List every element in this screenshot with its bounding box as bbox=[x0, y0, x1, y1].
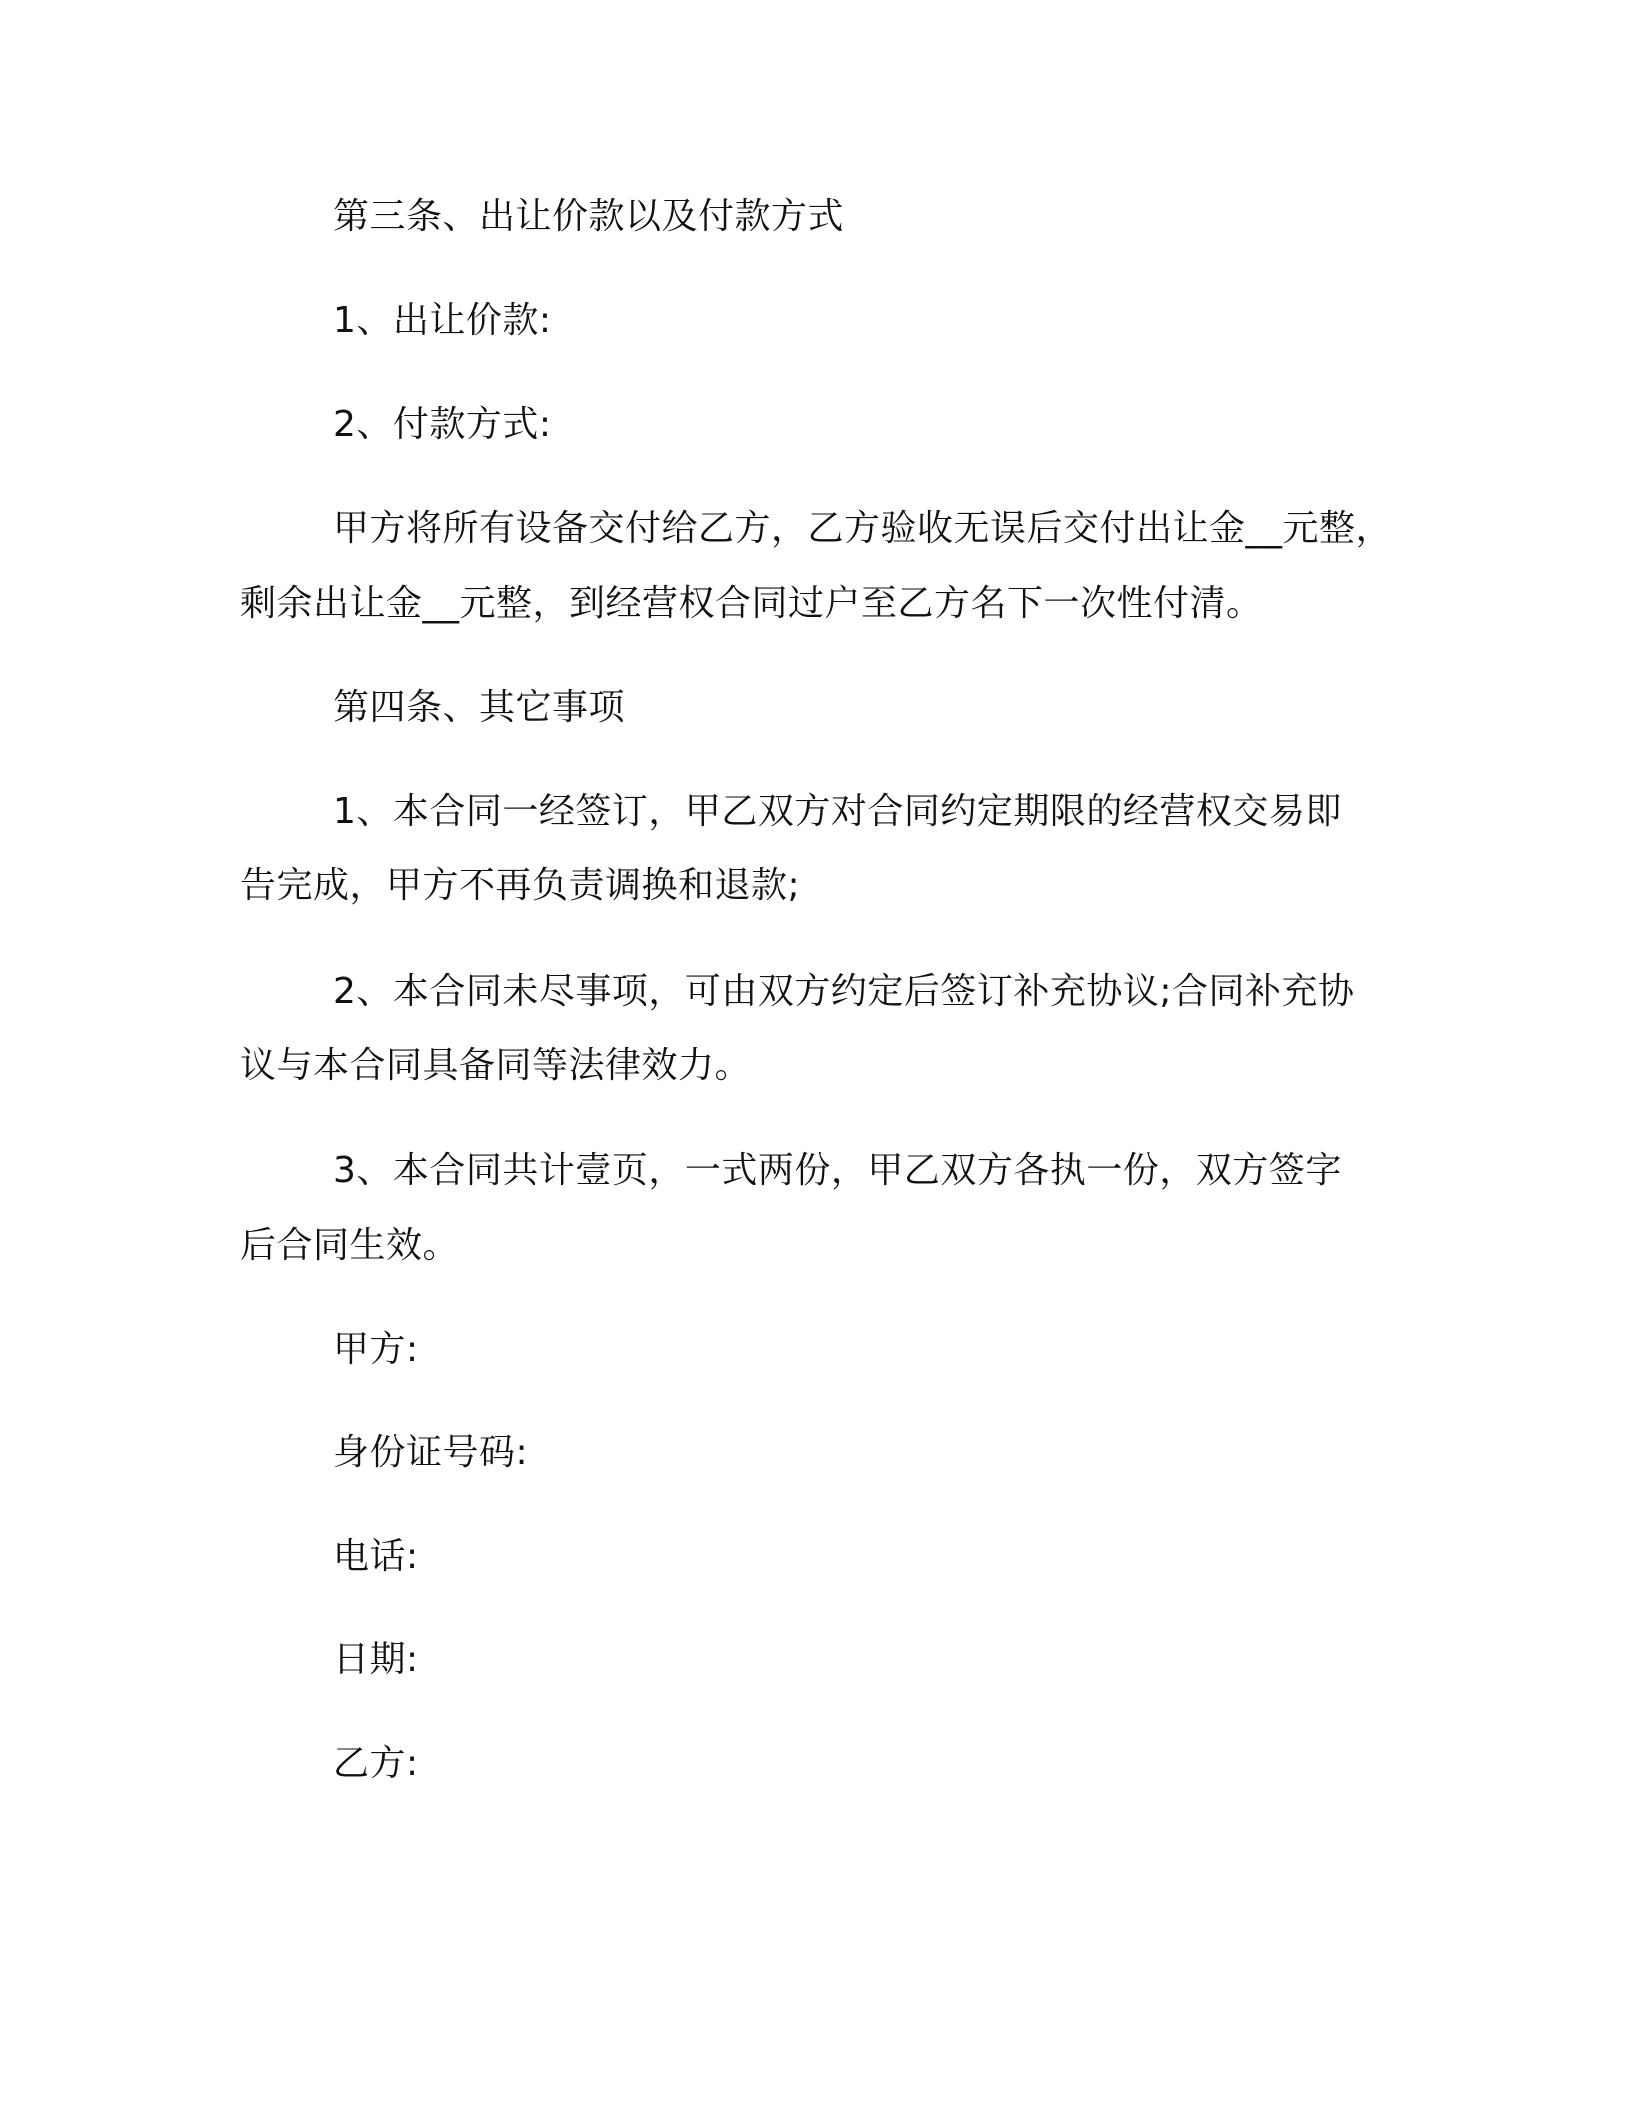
article4-item2-line1: 2、本合同未尽事项，可由双方约定后签订补充协议;合同补充协 bbox=[333, 971, 1355, 1012]
article3-item-payment-method: 2、付款方式: bbox=[333, 404, 552, 445]
article4-item3-line2: 后合同生效。 bbox=[240, 1225, 460, 1266]
signature-date: 日期: bbox=[333, 1639, 419, 1680]
signature-party-b: 乙方: bbox=[333, 1743, 419, 1784]
article4-item2-line2: 议与本合同具备同等法律效力。 bbox=[240, 1045, 752, 1086]
article4-item3-line1: 3、本合同共计壹页，一式两份，甲乙双方各执一份，双方签字 bbox=[333, 1150, 1342, 1191]
article3-heading: 第三条、出让价款以及付款方式 bbox=[333, 196, 845, 237]
article4-heading: 第四条、其它事项 bbox=[333, 687, 626, 728]
signature-id-number: 身份证号码: bbox=[333, 1432, 529, 1473]
signature-phone: 电话: bbox=[333, 1536, 419, 1577]
article4-item1-line2: 告完成，甲方不再负责调换和退款; bbox=[240, 865, 801, 906]
signature-party-a: 甲方: bbox=[333, 1329, 419, 1370]
article4-item1-line1: 1、本合同一经签订，甲乙双方对合同约定期限的经营权交易即 bbox=[333, 791, 1342, 832]
payment-paragraph-line2: 剩余出让金__元整，到经营权合同过户至乙方名下一次性付清。 bbox=[240, 583, 1263, 624]
article3-item-price: 1、出让价款: bbox=[333, 300, 552, 341]
payment-paragraph-line1: 甲方将所有设备交付给乙方，乙方验收无误后交付出让金__元整， bbox=[333, 508, 1393, 549]
